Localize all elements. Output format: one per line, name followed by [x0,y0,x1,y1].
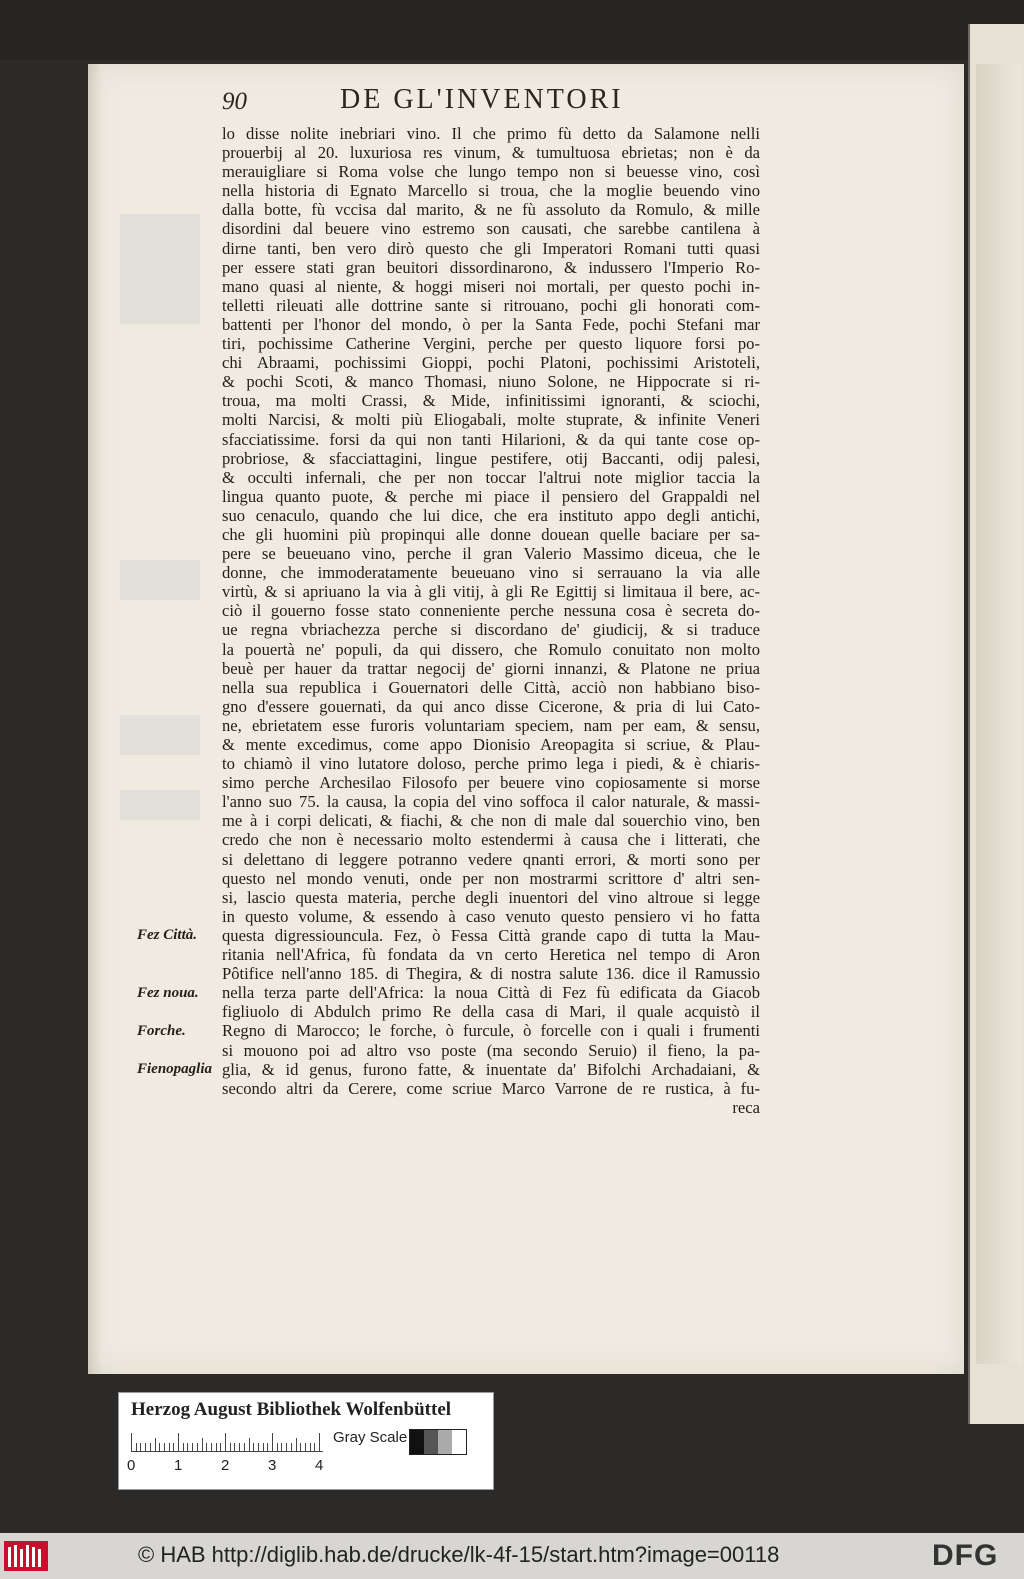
ruler-number: 2 [221,1457,230,1474]
text-line: glia, & id genus, furono fatte, & inuentate da' Bifolchi Archadaiani, & [222,1059,760,1079]
text-line: in questo volume, & essendo à caso venuto questo pensiero vi ho fatta [222,906,760,926]
body-text [222,124,760,1117]
text-line: dalla botte, fù vccisa dal marito, & ne fù assoluto da Romulo, & mille [222,200,760,220]
ruler-number: 3 [268,1457,277,1474]
text-line: & occulti infernali, che per non toccar l'altrui note miglior taccia la [222,467,760,487]
ruler-tick [319,1433,320,1451]
gray-swatch-black [410,1430,424,1454]
page-gutter-shadow [88,64,102,1374]
text-line: che gli huomini più propinqui alle donne douean quelle baciare per sa- [222,524,760,544]
text-line: telletti rileuati alle dottrine sante si ritrouano, pochi gli honorati com- [222,295,760,315]
ruler-number: 4 [315,1457,324,1474]
bleed-through-ink [120,715,200,755]
ruler-tick [192,1443,193,1451]
ruler-tick [183,1443,184,1451]
ruler-tick [230,1443,231,1451]
text-line: mano quasi al niente, & hoggi miseri noi mortali, per questo pochi in- [222,276,760,296]
ruler-tick [197,1443,198,1451]
text-line: nella historia di Egnato Marcello si troua, che la moglie beuendo vino [222,181,760,201]
hab-logo-icon [4,1539,48,1573]
text-line: credo che non è necessario molto estendermi à causa che i litterati, che [222,830,760,850]
text-line: merauigliare si Roma volse che lungo tempo non si beuesse vino, così [222,162,760,182]
ruler-tick [296,1438,297,1451]
bleed-through-ink [120,214,200,324]
text-line: si, lascio questa materia, perche degli inuentori del vino altroue si legge [222,887,760,907]
ruler-tick [244,1443,245,1451]
ruler-tick [286,1443,287,1451]
dfg-logo: DFG [932,1539,999,1572]
text-line: ciò il gouerno fosse stato conneniente perche nessuna cosa è secreta do- [222,601,760,621]
text-line: suo cenaculo, quando che lui dice, che era instituto appo degli antichi, [222,505,760,525]
text-line: figliuolo di Abdulch primo Re della casa di Mari, il quale acquistò il [222,1002,760,1022]
text-line: Regno di Marocco; le forche, ò furcule, ò forcelle con i quali i frumenti [222,1021,760,1041]
ruler-tick [131,1433,132,1451]
footer-bar [0,1533,1024,1579]
text-line: beuè per hauer da trattar negocij de' giorni innanzi, & Platone ne priua [222,658,760,678]
text-line: prouerbij al 20. luxuriosa res vinum, & tumultuosa ebrietas; non è da [222,143,760,163]
margin-note: Fienopaglia [137,1060,213,1077]
text-line: tiri, pochissime Catherine Vergini, perche per questo liquore forsi po- [222,334,760,354]
ruler-tick [281,1443,282,1451]
ruler-tick [136,1443,137,1451]
text-line: si mouono poi ad altro vso poste (ma secondo Seruio) il fieno, la pa- [222,1040,760,1060]
margin-note: Forche. [137,1022,186,1039]
text-line: battenti per l'honor del mondo, ò per la Santa Fede, pochi Stefani mar [222,314,760,334]
ruler-tick [225,1433,226,1451]
ruler-number: 1 [174,1457,183,1474]
margin-note: Fez Città. [137,927,198,944]
text-line: disordini dal beuere vino estremo son causati, che sarebbe cantilena à [222,219,760,239]
text-line: per essere stati gran beuitori dissordinarono, & indussero l'Imperio Ro- [222,257,760,277]
adjacent-page-edge [968,24,1024,1424]
ruler-number: 0 [127,1457,136,1474]
color-scale-card [118,1392,494,1490]
ruler-tick [169,1443,170,1451]
text-line: ritania nell'Africa, fù fondata da vn certo Heretica nel tempo di Aron [222,945,760,965]
text-line: ue regna vbriachezza perche si discordano de' giudicij, & si traduce [222,620,760,640]
ruler-tick [211,1443,212,1451]
text-line: si delettano di leggere potranno vedere qnanti errori, & morti sono per [222,849,760,869]
text-line: troua, ma molti Crassi, & Mide, infinitissimi ignoranti, & sciochi, [222,391,760,411]
ruler-tick [155,1438,156,1451]
ruler-tick [267,1443,268,1451]
text-line: chi Abraami, pochissimi Gioppi, pochi Platoni, pochissimi Aristoteli, [222,353,760,373]
text-line: nella terza parte dell'Africa: la noua Città di Fez fù edificata da Giacob [222,983,760,1003]
text-line: questa digressiouncula. Fez, ò Fessa Città grande capo di tutta la Mau- [222,925,760,945]
ruler-tick [202,1438,203,1451]
catchword: reca [732,1097,760,1117]
gray-scale-label: Gray Scale [333,1429,408,1446]
ruler-tick [314,1443,315,1451]
text-line: virtù, & si apriuano la via à gli vitij, à gli Re Egittij si limitaua il bere, ac- [222,582,760,602]
gray-scale-swatch [409,1429,467,1455]
text-line: simo perche Archesilao Filosofo per beuere vino copiosamente si morse [222,773,760,793]
text-line: probriose, & sfacciattagini, lingue pestifere, otij Baccanti, odij palesi, [222,448,760,468]
text-line: & mente excedimus, come appo Dionisio Areopagita si scriue, & Plau- [222,735,760,754]
margin-note: Fez noua. [137,984,199,1001]
text-line: lingua quanto puote, & perche mi piace il pensiero del Grappaldi nel [222,486,760,506]
ruler-tick [216,1443,217,1451]
bleed-through-ink [120,560,200,600]
ruler-tick [249,1438,250,1451]
text-line: nella sua republica i Gouernatori delle Città, acciò non habbiano biso- [222,677,760,697]
text-line: donne, che immoderatamente beueuano vino si serrauano la via alle [222,563,760,583]
ruler-tick [164,1443,165,1451]
ruler-tick [140,1443,141,1451]
gray-swatch-white [452,1430,466,1454]
ruler-tick [310,1443,311,1451]
ruler-tick [258,1443,259,1451]
ruler-tick [206,1443,207,1451]
text-line: & pochi Scoti, & manco Thomasi, niuno Solone, ne Hippocrate si ri- [222,372,760,392]
scan-background-top [0,0,1024,60]
text-line: molti Narcisi, & molti più Eliogabali, molte stuprate, & infinite Veneri [222,410,760,430]
ruler-tick [234,1443,235,1451]
adjacent-page-fold [976,64,1022,1364]
ruler-tick [145,1443,146,1451]
text-line: secondo altri da Cerere, come scriue Marco Varrone de re rustica, à fu- [222,1078,760,1098]
ruler-tick [187,1443,188,1451]
bleed-through-ink [120,790,200,820]
ruler-tick [305,1443,306,1451]
text-line: Pôtifice nell'anno 185. di Thegira, & di nostra salute 136. dice il Ramussio [222,964,760,984]
text-line: ne, ebrietatem esse furoris voluntariam speciem, nam per eam, & sensu, [222,715,760,735]
text-line: pere se beueuano vino, perche il gran Valerio Massimo diceua, che le [222,544,760,564]
gray-swatch-mid [438,1430,452,1454]
gray-swatch-dark [424,1430,438,1454]
text-line: to chiamò il vino lutatore doloso, perche primo lega i piedi, & è chiaris- [222,754,760,774]
text-line: lo disse nolite inebriari vino. Il che primo fù detto da Salamone nelli [222,124,760,143]
ruler-tick [220,1443,221,1451]
ruler [131,1431,323,1451]
text-line: la pouertà ne' populi, da qui dissero, che Romulo conuitato non molto [222,639,760,659]
text-line: me à i corpi delicati, & fiachi, & che non di male dal souerchio vino, ben [222,811,760,831]
ruler-tick [300,1443,301,1451]
ruler-baseline [131,1451,323,1452]
ruler-tick [277,1443,278,1451]
ruler-tick [239,1443,240,1451]
library-name: Herzog August Bibliothek Wolfenbüttel [131,1399,452,1420]
ruler-tick [263,1443,264,1451]
ruler-tick [253,1443,254,1451]
ruler-tick [159,1443,160,1451]
ruler-tick [291,1443,292,1451]
ruler-tick [272,1433,273,1451]
text-line: questo nel mondo venuti, onde per non mostrarmi scrittore d' altri sen- [222,868,760,888]
text-line: gno d'essere gouernati, da qui anco disse Cicerone, & pria di lui Cato- [222,696,760,716]
ruler-tick [173,1443,174,1451]
page-number: 90 [222,88,247,115]
text-line: l'anno suo 75. la causa, la copia del vino soffoca il calor naturale, & massi- [222,792,760,812]
ruler-tick [150,1443,151,1451]
running-title: DE GL'INVENTORI [340,84,624,115]
text-line: dirne tanti, ben vero dirò questo che gli Imperatori Romani tutti quasi [222,238,760,258]
ruler-tick [178,1433,179,1451]
copyright-url[interactable]: © HAB http://diglib.hab.de/drucke/lk-4f-15/start.htm?image=00118 [138,1542,780,1567]
text-line: sfacciatissime. forsi da qui non tanti Hilarioni, & da qui tante cose op- [222,429,760,449]
running-head [222,84,762,120]
